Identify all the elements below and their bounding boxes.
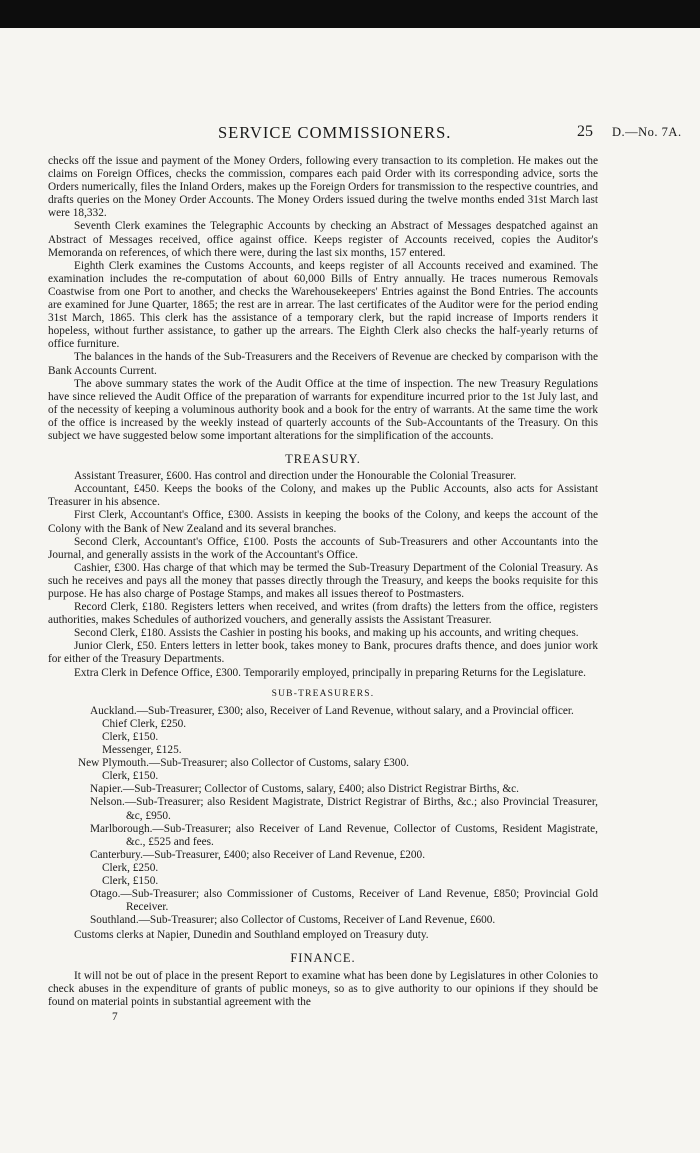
page-body xyxy=(48,155,598,1024)
audit-paragraph: The above summary states the work of the Audit Office at the time of inspection. The new Treasury Regulations have since relieved the Audit Office of the preparation of warrants for expenditure incurred prior to the 1st July last, and of the necessity of keeping a voluminous authority book and a book for the entry of warrants. At the same time the work of the office is increased by the weekly instead of quarterly accounts of the Sub-Accountants of the Treasury. On this subject we have suggested below some important alterations for the simplification of the accounts. xyxy=(48,377,598,442)
treasury-paragraph: Junior Clerk, £50. Enters letters in letter book, takes money to Bank, procures drafts thence, and does junior work for either of the Treasury Departments. xyxy=(48,640,598,666)
sub-treasurer-entry: Marlborough.—Sub-Treasurer; also Receiver of Land Revenue, Collector of Customs, Resident Magistrate, &c., £525 and fees. xyxy=(90,822,598,848)
treasury-paragraph: Assistant Treasurer, £600. Has control and direction under the Honourable the Colonial Treasurer. xyxy=(74,470,517,483)
sub-treasurers-heading: SUB-TREASURERS. xyxy=(271,688,375,699)
page-header xyxy=(0,123,700,145)
staff-line: Messenger, £125. xyxy=(102,744,182,757)
staff-line: Clerk, £150. xyxy=(102,770,159,783)
treasury-paragraph: Second Clerk, £180. Assists the Cashier in posting his books, and making up his accounts, and writing cheques. xyxy=(74,627,579,640)
treasury-heading: TREASURY. xyxy=(285,452,361,467)
audit-paragraph: checks off the issue and payment of the Money Orders, following every transaction to its completion. He makes out the claims on Foreign Offices, checks the commission, compares each paid Order with its corresponding advice, sorts the Orders numerically, files the Inland Orders, makes up the Foreign Orders for transmission to the respective countries, and drafts queries on the Money Order Accounts. The Money Orders issued during the twelve months ended 31st March last were 18,332. xyxy=(48,155,598,220)
staff-line: Clerk, £150. xyxy=(102,730,159,743)
scan-top-border xyxy=(0,0,700,28)
treasury-paragraph: Extra Clerk in Defence Office, £300. Temporarily employed, principally in preparing Returns for the Legislature. xyxy=(74,666,587,679)
treasury-paragraph: Accountant, £450. Keeps the books of the Colony, and makes up the Public Accounts, also acts for Assistant Treasurer in his absence. xyxy=(48,483,598,509)
sub-treasurer-entry: Otago.—Sub-Treasurer; also Commissioner of Customs, Receiver of Land Revenue, £850; Provincial Gold Receiver. xyxy=(90,888,598,914)
audit-paragraph: The balances in the hands of the Sub-Treasurers and the Receivers of Revenue are checked by comparison with the Bank Accounts Current. xyxy=(48,351,598,377)
document-reference: D.—No. 7A. xyxy=(612,125,682,139)
sub-treasurer-entry: Napier.—Sub-Treasurer; Collector of Customs, salary, £400; also District Registrar Births, &c. xyxy=(90,783,520,796)
sub-treasurer-entry: Canterbury.—Sub-Treasurer, £400; also Receiver of Land Revenue, £200. xyxy=(90,848,426,861)
staff-line: Clerk, £250. xyxy=(102,861,159,874)
staff-line: Clerk, £150. xyxy=(102,874,159,887)
audit-paragraph: Seventh Clerk examines the Telegraphic Accounts by checking an Abstract of Messages despatched against an Abstract of Messages received, office against office. Keeps register of Accounts received, copies the Auditor's Memoranda on references, of which there were, during the last six months, 157 entered. xyxy=(48,220,598,259)
staff-line: Chief Clerk, £250. xyxy=(102,717,187,730)
sub-treasurer-entry: Nelson.—Sub-Treasurer; also Resident Magistrate, District Registrar of Births, &c.; also Provincial Treasurer, &c, £950. xyxy=(90,796,598,822)
treasury-paragraph: Second Clerk, Accountant's Office, £100. Posts the accounts of Sub-Treasurers and other Accountants into the Journal, and generally assists in the work of the Accountant's Office. xyxy=(48,535,598,561)
folio-number: 7 xyxy=(112,1010,118,1023)
treasury-paragraph: Record Clerk, £180. Registers letters when received, and writes (from drafts) the letters from the office, registers authorities, makes Schedules of authorized vouchers, and generally assists the Assistant Treasurer. xyxy=(48,601,598,627)
finance-heading: FINANCE. xyxy=(290,951,356,966)
running-title: SERVICE COMMISSIONERS. xyxy=(218,123,452,142)
treasury-paragraph: First Clerk, Accountant's Office, £300. Assists in keeping the books of the Colony, and keeps the account of the Colony with the Bank of New Zealand and its several branches. xyxy=(48,509,598,535)
page-number: 25 xyxy=(577,123,593,140)
audit-paragraph: Eighth Clerk examines the Customs Accounts, and keeps register of all Accounts received and examined. The examination includes the re-computation of about 60,000 Bills of Entry annually. He traces numerous Removals Coastwise from one Port to another, and checks the Warehousekeepers' Entries against the Bond Entries. The accounts are examined for June Quarter, 1865; the rest are in arrear. The last certificates of the Auditor were for the period ending 31st March, 1865. This clerk has the assistance of a temporary clerk, but the rapid increase of Imports renders it hopeless, without further assistance, to gather up the arrears. The Eighth Clerk also checks the half-yearly returns of office furniture. xyxy=(48,259,598,351)
sub-treasurer-entry: Southland.—Sub-Treasurer; also Collector of Customs, Receiver of Land Revenue, £600. xyxy=(90,914,496,927)
treasury-paragraph: Cashier, £300. Has charge of that which may be termed the Sub-Treasury Department of the Colonial Treasury. As such he receives and pays all the money that passes directly through the Treasury, and keeps the books requisite for this purpose. He has also charge of Postage Stamps, and makes all issues thereof to Postmasters. xyxy=(48,561,598,600)
sub-treasurer-entry: Auckland.—Sub-Treasurer, £300; also, Receiver of Land Revenue, without salary, and a Provincial officer. xyxy=(90,704,574,717)
customs-note: Customs clerks at Napier, Dunedin and Southland employed on Treasury duty. xyxy=(74,929,429,942)
finance-paragraph: It will not be out of place in the present Report to examine what has been done by Legislatures in other Colonies to check abuses in the expenditure of grants of public moneys, so as to give authority to our opinions if they should be found on material points in substantial agreement with the xyxy=(48,969,598,1008)
sub-treasurer-entry: New Plymouth.—Sub-Treasurer; also Collector of Customs, salary £300. xyxy=(78,757,409,770)
